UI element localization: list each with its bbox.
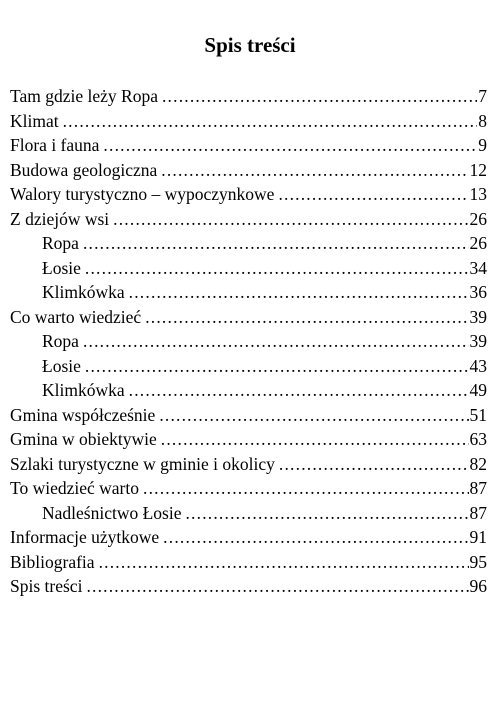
toc-line	[10, 109, 487, 134]
toc-entry	[10, 525, 487, 550]
toc-entry	[10, 550, 487, 575]
toc-line	[10, 550, 487, 575]
toc-entry	[10, 207, 487, 232]
table-of-contents	[10, 84, 487, 599]
dot-leader	[145, 305, 468, 330]
toc-page-number: 63	[469, 429, 487, 449]
toc-page-number: 95	[469, 551, 487, 572]
dot-leader	[163, 525, 468, 550]
toc-page-number: 87	[469, 502, 487, 523]
toc-entry-label: Flora i fauna	[10, 135, 100, 155]
dot-leader	[185, 501, 468, 526]
toc-line	[10, 403, 487, 428]
toc-line	[42, 354, 487, 379]
toc-page-number: 7	[478, 86, 487, 106]
dot-leader	[83, 329, 469, 354]
toc-line	[42, 231, 487, 256]
toc-page-number: 34	[469, 257, 487, 278]
toc-page-number: 12	[469, 159, 487, 180]
toc-subentry	[10, 501, 487, 526]
toc-entry	[10, 84, 487, 109]
toc-entry-label: Co warto wiedzieć	[10, 306, 142, 327]
toc-line	[10, 427, 487, 452]
toc-page-number: 9	[478, 135, 487, 155]
toc-page-number: 96	[469, 576, 487, 596]
toc-entry-label: Spis treści	[10, 576, 83, 596]
dot-leader	[113, 207, 468, 232]
toc-subentry	[10, 280, 487, 305]
toc-page-number: 39	[469, 306, 487, 327]
toc-page-number: 36	[469, 282, 487, 302]
toc-entry	[10, 158, 487, 183]
toc-entry-label: Budowa geologiczna	[10, 159, 158, 180]
toc-subentry	[10, 378, 487, 403]
toc-entry-label: Szlaki turystyczne w gminie i okolicy	[10, 453, 275, 474]
toc-entry-label: Gmina w obiektywie	[10, 429, 157, 449]
toc-line	[10, 525, 487, 550]
toc-line	[42, 501, 487, 526]
toc-page-number: 39	[469, 331, 487, 351]
dot-leader	[103, 133, 477, 158]
dot-leader	[278, 182, 468, 207]
dot-leader	[99, 550, 469, 575]
toc-line	[42, 378, 487, 403]
toc-entry	[10, 305, 487, 330]
toc-line	[42, 256, 487, 281]
toc-page-number: 26	[469, 233, 487, 253]
toc-page-number: 13	[469, 184, 487, 204]
toc-entry-label: To wiedzieć warto	[10, 478, 139, 498]
toc-entry	[10, 182, 487, 207]
toc-line	[10, 84, 487, 109]
toc-line	[10, 158, 487, 183]
dot-leader	[83, 231, 469, 256]
toc-entry-label: Klimat	[10, 110, 59, 131]
toc-entry	[10, 403, 487, 428]
toc-entry-label: Klimkówka	[42, 380, 125, 400]
toc-entry-label: Ropa	[42, 233, 79, 253]
toc-entry	[10, 452, 487, 477]
toc-subentry	[10, 354, 487, 379]
toc-subentry	[10, 231, 487, 256]
dot-leader	[143, 476, 469, 501]
toc-page-number: 51	[469, 404, 487, 425]
toc-line	[10, 182, 487, 207]
toc-page-number: 87	[469, 478, 487, 498]
toc-page-number: 49	[469, 380, 487, 400]
dot-leader	[129, 378, 469, 403]
toc-page-number: 43	[469, 355, 487, 376]
toc-entry-label: Walory turystyczno – wypoczynkowe	[10, 184, 275, 204]
toc-entry	[10, 476, 487, 501]
dot-leader	[279, 452, 469, 477]
toc-subentry	[10, 329, 487, 354]
toc-line	[10, 305, 487, 330]
toc-entry-label: Nadleśnictwo Łosie	[42, 502, 182, 523]
toc-entry-label: Tam gdzie leży Ropa	[10, 86, 158, 106]
toc-page-number: 26	[469, 208, 487, 229]
toc-page-number: 82	[469, 453, 487, 474]
dot-leader	[161, 427, 469, 452]
toc-entry	[10, 109, 487, 134]
dot-leader	[63, 109, 478, 134]
toc-entry-label: Klimkówka	[42, 282, 125, 302]
dot-leader	[129, 280, 469, 305]
toc-subentry	[10, 256, 487, 281]
toc-line	[42, 280, 487, 305]
toc-line	[42, 329, 487, 354]
toc-entry	[10, 574, 487, 599]
toc-entry-label: Łosie	[42, 257, 81, 278]
toc-entry-label: Z dziejów wsi	[10, 208, 110, 229]
toc-line	[10, 133, 487, 158]
dot-leader	[162, 84, 477, 109]
toc-entry-label: Informacje użytkowe	[10, 527, 160, 547]
toc-entry	[10, 427, 487, 452]
toc-line	[10, 476, 487, 501]
toc-entry-label: Gmina współcześnie	[10, 404, 156, 425]
dot-leader	[85, 354, 469, 379]
page-title: Spis treści	[204, 33, 296, 57]
dot-leader	[85, 256, 469, 281]
toc-entry-label: Ropa	[42, 331, 79, 351]
toc-line	[10, 207, 487, 232]
dot-leader	[161, 158, 468, 183]
dot-leader	[159, 403, 468, 428]
toc-entry-label: Łosie	[42, 355, 81, 376]
toc-page-number: 91	[469, 527, 487, 547]
dot-leader	[86, 574, 468, 599]
toc-page-number: 8	[478, 110, 487, 131]
toc-line	[10, 574, 487, 599]
toc-line	[10, 452, 487, 477]
toc-entry-label: Bibliografia	[10, 551, 95, 572]
toc-entry	[10, 133, 487, 158]
